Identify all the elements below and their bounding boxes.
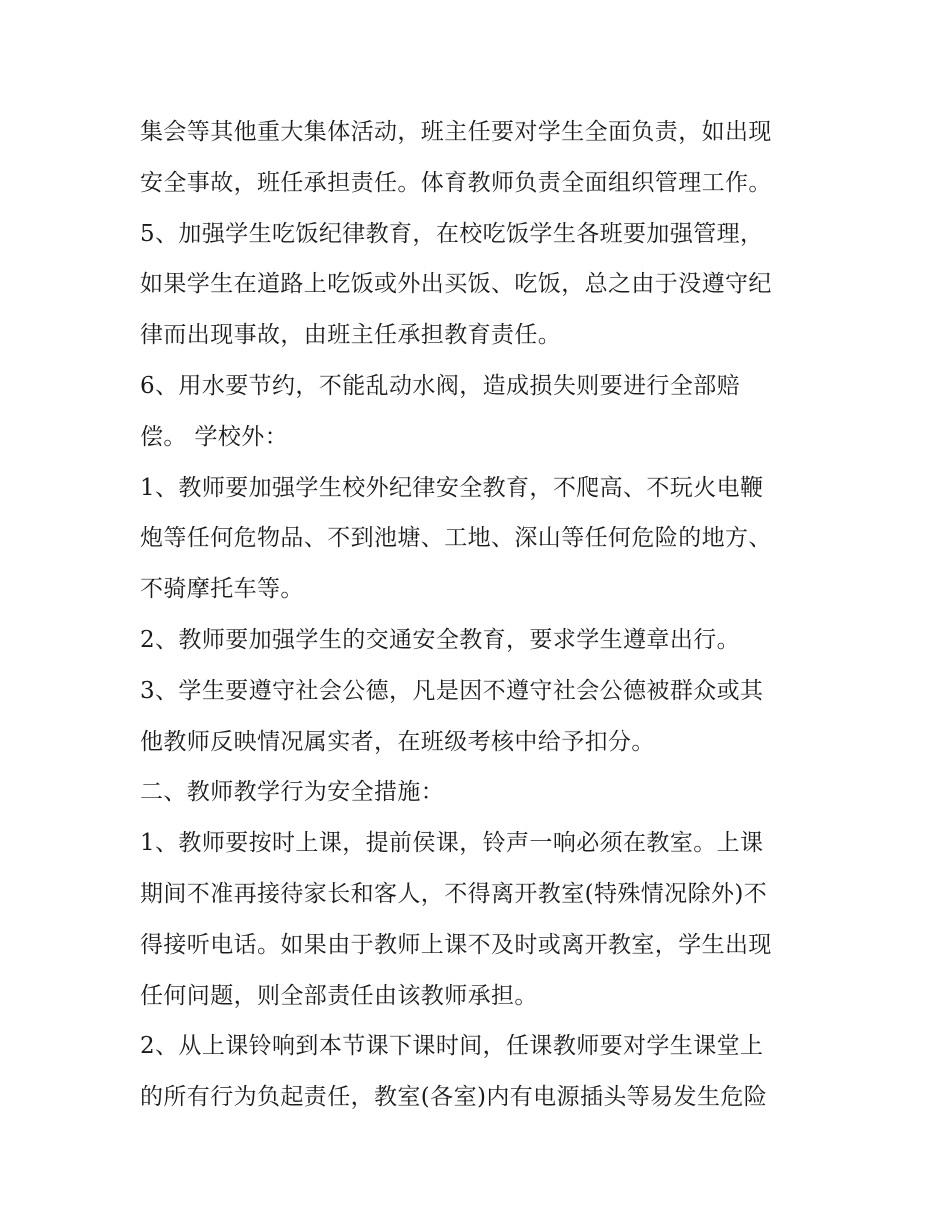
text-line: 2、教师要加强学生的交通安全教育，要求学生遵章出行。 — [140, 626, 741, 653]
text-line: 的所有行为负起责任，教室(各室)内有电源插头等易发生危险 — [140, 1084, 768, 1111]
text-line: 得接听电话。如果由于教师上课不及时或离开教室，学生出现 — [140, 931, 772, 958]
document-body — [140, 107, 820, 1123]
text-line: 偿。 学校外： — [140, 423, 289, 450]
text-line: 任何问题，则全部责任由该教师承担。 — [140, 982, 538, 1009]
text-line: 2、从上课铃响到本节课下课时间，任课教师要对学生课堂上 — [140, 1033, 764, 1060]
text-line: 期间不准再接待家长和客人，不得离开教室(特殊情况除外)不 — [140, 880, 768, 907]
section-heading: 二、教师教学行为安全措施： — [140, 779, 445, 806]
text-line: 如果学生在道路上吃饭或外出买饭、吃饭，总之由于没遵守纪 — [140, 271, 772, 298]
text-line: 5、加强学生吃饭纪律教育，在校吃饭学生各班要加强管理， — [140, 220, 764, 247]
text-line: 6、用水要节约，不能乱动水阀，造成损失则要进行全部赔 — [140, 372, 741, 399]
text-line: 律而出现事故，由班主任承担教育责任。 — [140, 322, 562, 349]
text-line: 集会等其他重大集体活动，班主任要对学生全面负责，如出现 — [140, 119, 772, 145]
text-line: 安全事故，班任承担责任。体育教师负责全面组织管理工作。 — [140, 169, 772, 196]
text-line: 不骑摩托车等。 — [140, 576, 304, 603]
text-line: 1、教师要加强学生校外纪律安全教育，不爬高、不玩火电鞭 — [140, 474, 764, 501]
text-line: 他教师反映情况属实者，在班级考核中给予扣分。 — [140, 728, 655, 755]
text-line: 1、教师要按时上课，提前侯课，铃声一响必须在教室。上课 — [140, 830, 764, 857]
text-line: 炮等任何危物品、不到池塘、工地、深山等任何危险的地方、 — [140, 525, 772, 552]
text-line: 3、学生要遵守社会公德，凡是因不遵守社会公德被群众或其 — [140, 677, 764, 704]
